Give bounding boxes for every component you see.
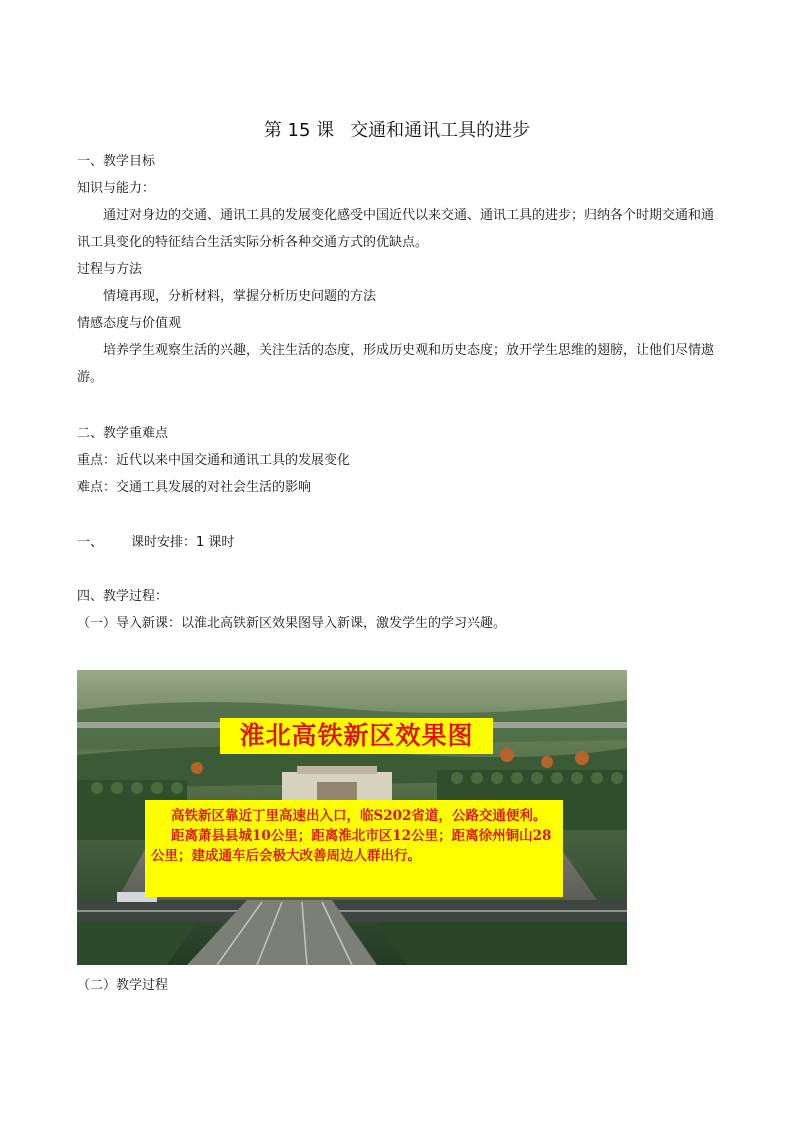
emotion-text: 培养学生观察生活的兴趣，关注生活的态度，形成历史观和历史态度；放开学生思维的翅膀，让他们尽情遨游。 — [77, 343, 715, 385]
emotion-heading: 情感态度与价值观 — [77, 316, 182, 331]
rendering-image — [77, 670, 627, 965]
procedure-heading: 四、教学过程： — [77, 589, 169, 604]
process2-heading: （二）教学过程 — [77, 978, 169, 993]
figure-note-box — [145, 800, 563, 897]
process-heading: 过程与方法 — [77, 262, 143, 277]
intro-text: （一）导入新课：以淮北高铁新区效果图导入新课，激发学生的学习兴趣。 — [77, 616, 507, 631]
key-heading: 二、教学重难点 — [77, 426, 169, 441]
difficult-point: 难点：交通工具发展的对社会生活的影响 — [77, 480, 312, 495]
figure-note-line-2: 距离萧县县城10公里；距离淮北市区12公里；距离徐州铜山28公里；建成通车后会极大改善周边人群出行。 — [151, 828, 552, 864]
schedule-number: 一、 — [77, 535, 104, 550]
key-point: 重点：近代以来中国交通和通讯工具的发展变化 — [77, 453, 351, 468]
goals-heading: 一、教学目标 — [77, 154, 156, 169]
lesson-name: 交通和通讯工具的进步 — [350, 120, 531, 141]
schedule-text: 课时安排：1 课时 — [131, 535, 235, 550]
lesson-title — [0, 116, 794, 142]
figure-title-label: 淮北高铁新区效果图 — [220, 718, 493, 754]
knowledge-text: 通过对身边的交通、通讯工具的发展变化感受中国近代以来交通、通讯工具的进步；归纳各个时期交通和通讯工具变化的特征结合生活实际分析各种交通方式的优缺点。 — [77, 208, 715, 250]
knowledge-heading: 知识与能力： — [77, 181, 156, 196]
lesson-number: 第 15 课 — [263, 120, 335, 141]
process-text: 情境再现，分析材料，掌握分析历史问题的方法 — [103, 289, 377, 304]
figure-note-line-1: 高铁新区靠近丁里高速出入口，临S202省道，公路交通便利。 — [171, 808, 547, 824]
